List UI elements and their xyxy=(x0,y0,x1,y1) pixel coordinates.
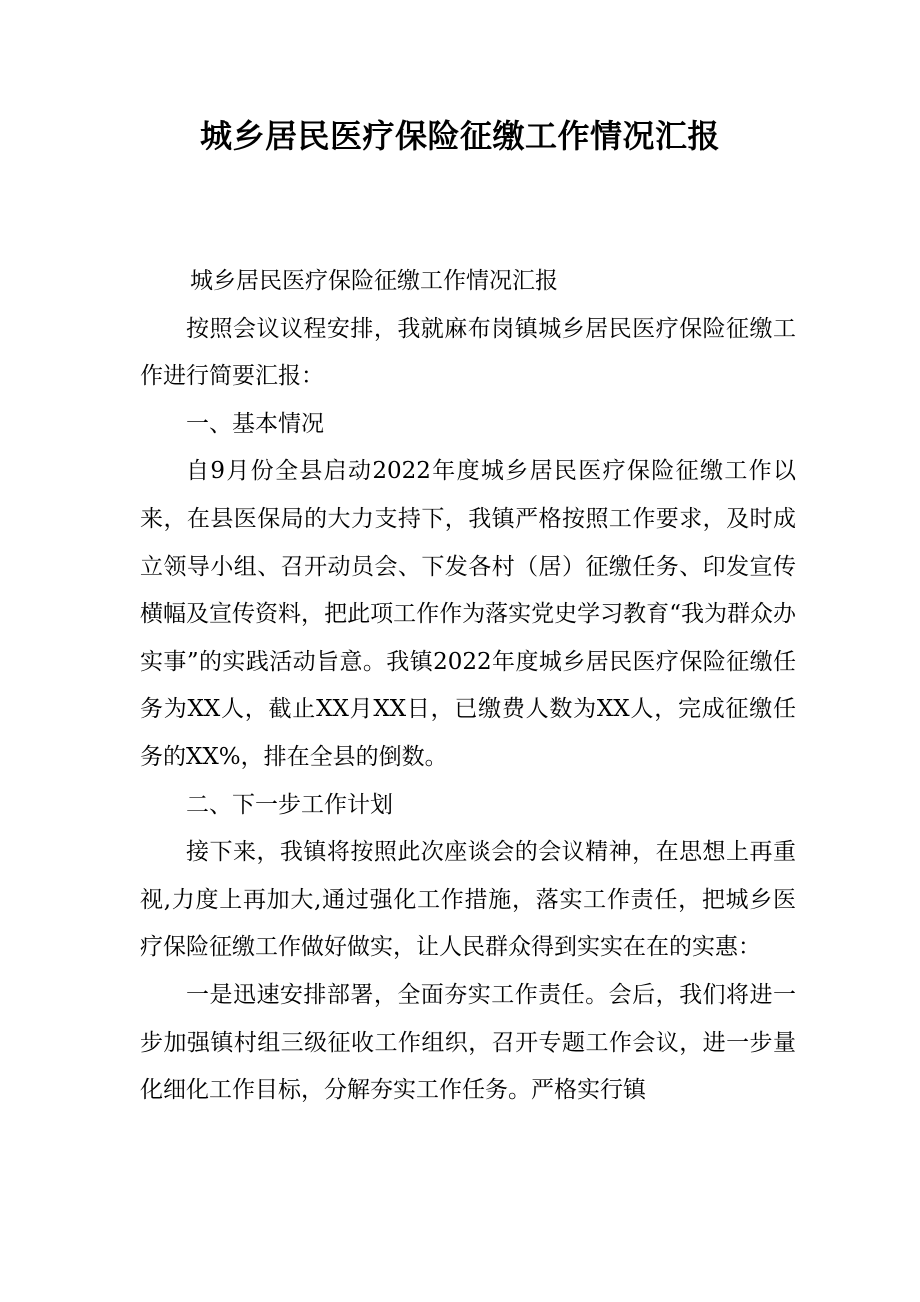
section-heading-next-plan: 二、下一步工作计划 xyxy=(186,791,393,818)
section-heading-basic-situation: 一、基本情况 xyxy=(186,410,324,437)
document-body xyxy=(140,258,796,1115)
document-title: 城乡居民医疗保险征缴工作情况汇报 xyxy=(199,117,720,155)
paragraph-intro: 按照会议议程安排，我就麻布岗镇城乡居民医疗保险征缴工作进行简要汇报： xyxy=(140,315,796,390)
paragraph-next-plan: 接下来，我镇将按照此次座谈会的会议精神，在思想上再重视,力度上再加大,通过强化工作措施，落实工作责任，把城乡医疗保险征缴工作做好做实，让人民群众得到实实在在的实惠： xyxy=(140,839,796,961)
body-heading: 城乡居民医疗保险征缴工作情况汇报 xyxy=(190,268,558,294)
paragraph-measure-one: 一是迅速安排部署，全面夯实工作责任。会后，我们将进一步加强镇村组三级征收工作组织，召开专题工作会议，进一步量化细化工作目标，分解夯实工作任务。严格实行镇 xyxy=(140,981,796,1104)
paragraph-basic-situation: 自9月份全县启动2022年度城乡居民医疗保险征缴工作以来，在县医保局的大力支持下，我镇严格按照工作要求，及时成立领导小组、召开动员会、下发各村（居）征缴任务、印发宣传横幅及宣传资料，把此项工作作为落实党史学习教育“我为群众办实事”的实践活动旨意。我镇2022年度城乡居民医疗保险征缴任务为XX人，截止XX月XX日，已缴费人数为XX人，完成征缴任务的XX%，排在全县的倒数。 xyxy=(140,458,796,770)
